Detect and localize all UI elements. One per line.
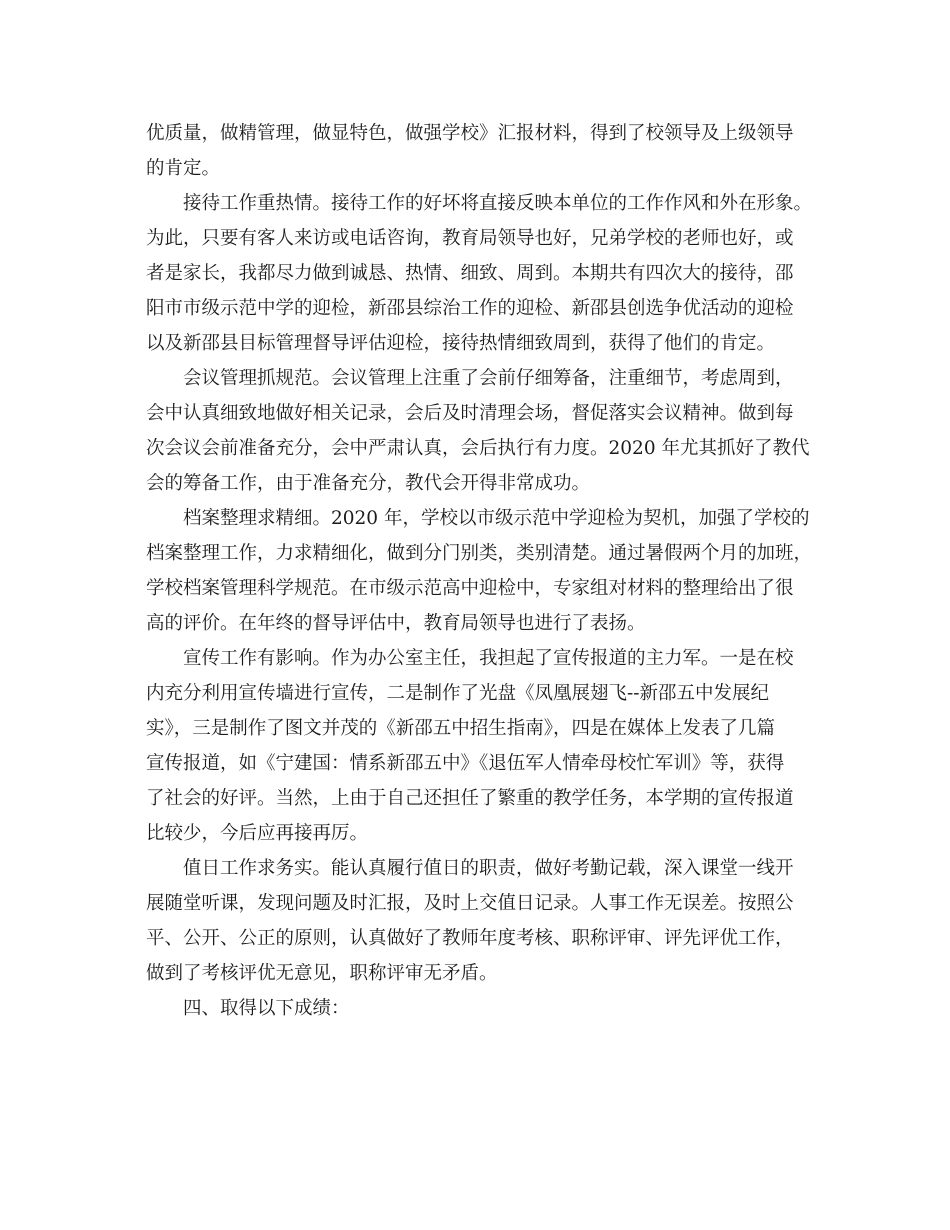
section-heading: 四、取得以下成绩：	[183, 998, 350, 1019]
text-line: 内充分利用宣传墙进行宣传，二是制作了光盘《凤凰展翅飞--新邵五中发展纪	[146, 683, 770, 704]
text-line: 实》，三是制作了图文并茂的《新邵五中招生指南》，四是在媒体上发表了几篇	[146, 718, 776, 739]
text-line: 阳市市级示范中学的迎检，新邵县综治工作的迎检、新邵县创选争优活动的迎检	[146, 298, 794, 319]
text-line: 比较少，今后应再接再厉。	[146, 823, 369, 844]
text-line: 会的筹备工作，由于准备充分，教代会开得非常成功。	[146, 473, 591, 494]
text-line: 做到了考核评优无意见，职称评审无矛盾。	[146, 963, 498, 984]
text-line: 者是家长，我都尽力做到诚恳、热情、细致、周到。本期共有四次大的接待，邵	[146, 263, 794, 284]
paragraph-heading-line: 会议管理抓规范。会议管理上注重了会前仔细筹备，注重细节，考虑周到，	[183, 368, 794, 389]
paragraph-heading-line: 档案整理求精细。2020 年，学校以市级示范中学迎检为契机，加强了学校的	[183, 508, 810, 529]
paragraph-heading-line: 接待工作重热情。接待工作的好坏将直接反映本单位的工作作风和外在形象。	[183, 193, 813, 214]
text-line: 的肯定。	[146, 158, 221, 179]
text-line: 优质量，做精管理，做显特色，做强学校》汇报材料，得到了校领导及上级领导	[146, 123, 794, 144]
paragraph-heading-line: 宣传工作有影响。作为办公室主任，我担起了宣传报道的主力军。一是在校	[183, 648, 794, 669]
text-line: 展随堂听课，发现问题及时汇报，及时上交值日记录。人事工作无误差。按照公	[146, 893, 794, 914]
text-line: 平、公开、公正的原则，认真做好了教师年度考核、职称评审、评先评优工作，	[146, 928, 794, 949]
paragraph-heading-line: 值日工作求务实。能认真履行值日的职责，做好考勤记载，深入课堂一线开	[183, 858, 794, 879]
text-line: 以及新邵县目标管理督导评估迎检，接待热情细致周到，获得了他们的肯定。	[146, 333, 776, 354]
text-line: 次会议会前准备充分，会中严肃认真，会后执行有力度。2020 年尤其抓好了教代	[146, 438, 810, 459]
text-line: 宣传报道，如《宁建国：情系新邵五中》《退伍军人情牵母校忙军训》等，获得	[146, 753, 785, 774]
text-line: 学校档案管理科学规范。在市级示范高中迎检中，专家组对材料的整理给出了很	[146, 578, 794, 599]
text-line: 了社会的好评。当然，上由于自己还担任了繁重的教学任务，本学期的宣传报道	[146, 788, 794, 809]
text-line: 高的评价。在年终的督导评估中，教育局领导也进行了表扬。	[146, 613, 646, 634]
text-line: 会中认真细致地做好相关记录，会后及时清理会场，督促落实会议精神。做到每	[146, 403, 794, 424]
text-line: 为此，只要有客人来访或电话咨询，教育局领导也好，兄弟学校的老师也好，或	[146, 228, 794, 249]
text-line: 档案整理工作，力求精细化，做到分门别类，类别清楚。通过暑假两个月的加班，	[146, 543, 813, 564]
